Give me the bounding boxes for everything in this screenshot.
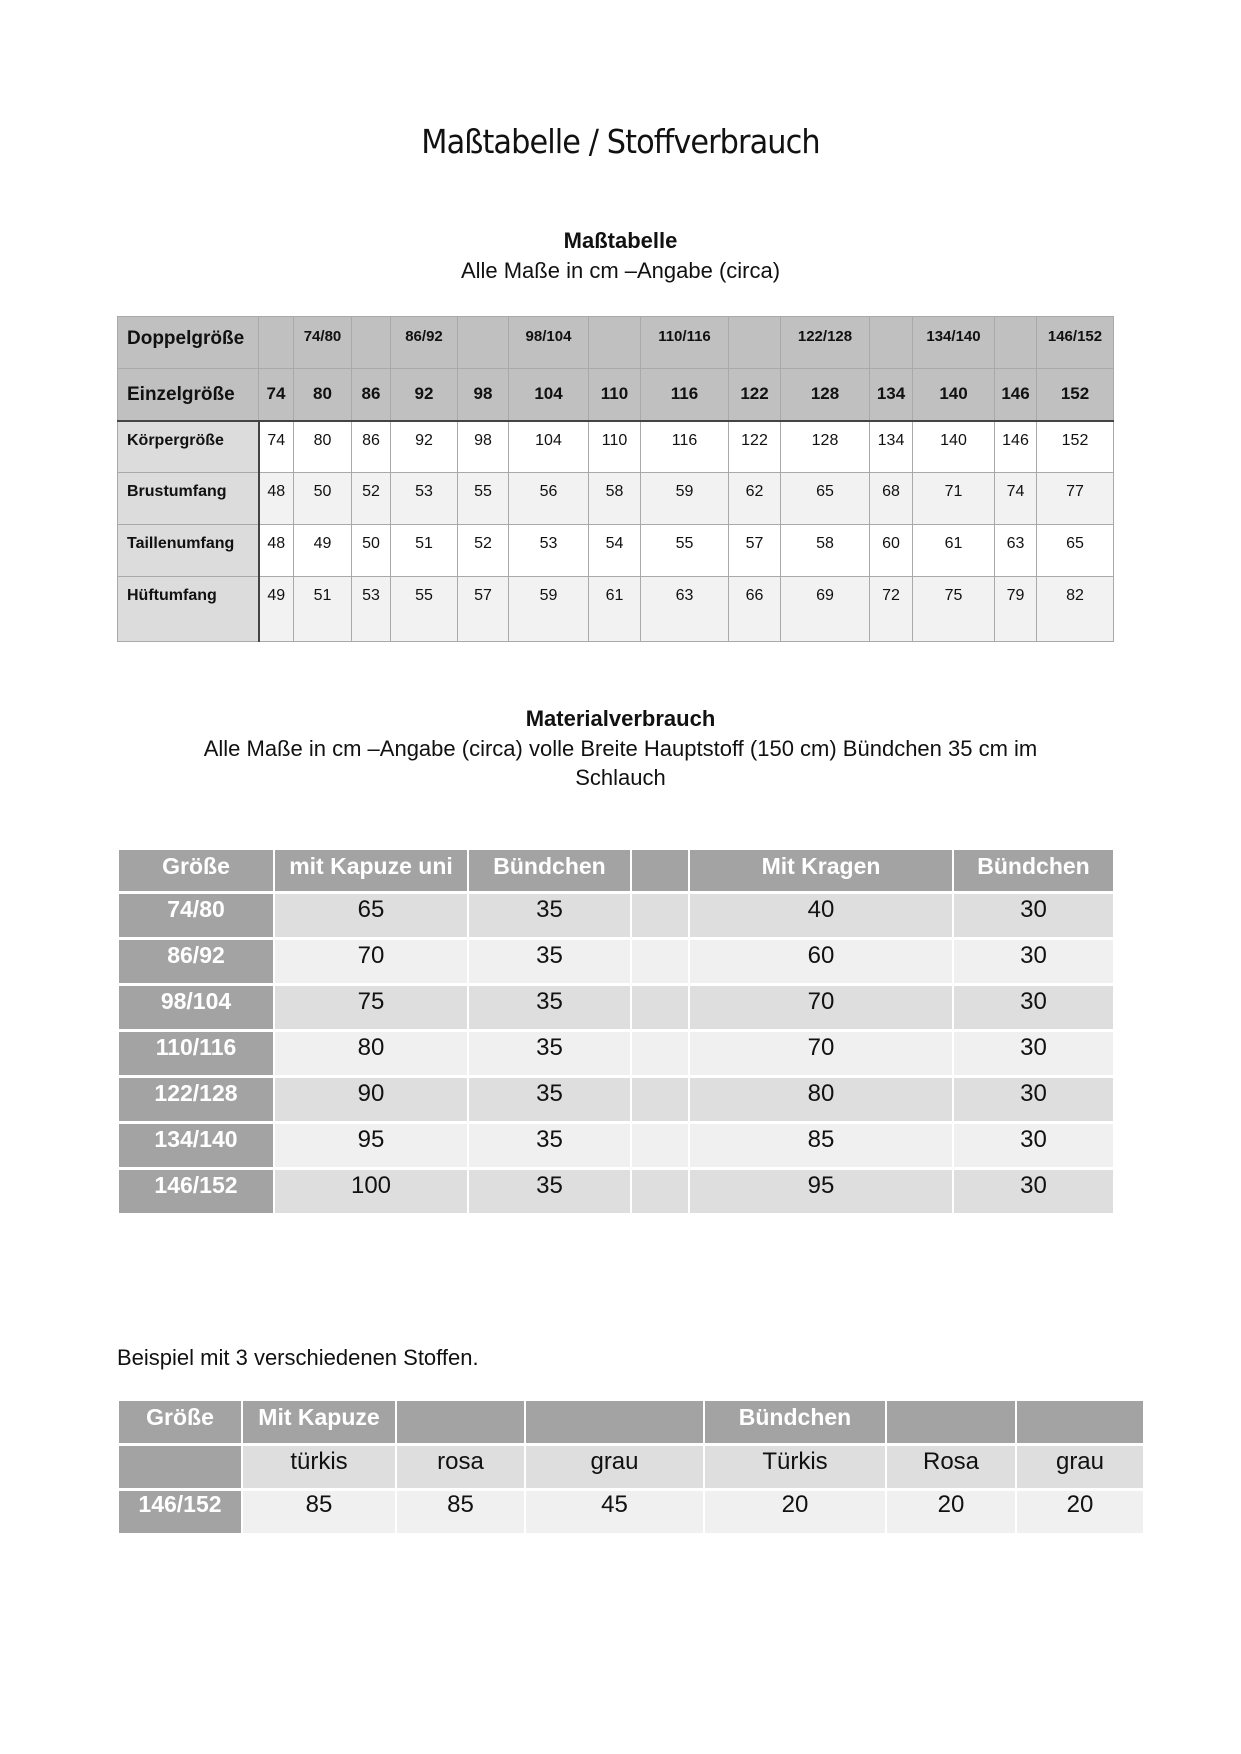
double-size-cell: 74/80: [294, 317, 352, 369]
table-cell: [632, 1032, 688, 1075]
size-cell: 146/152: [119, 1491, 241, 1533]
table-cell: 110: [589, 421, 641, 473]
table-row: [119, 1170, 1113, 1213]
single-size-cell: 92: [391, 369, 458, 421]
table-cell: 52: [352, 473, 391, 525]
table-cell: 152: [1037, 421, 1114, 473]
material-header-row: [119, 850, 1113, 891]
single-size-cell: 134: [870, 369, 913, 421]
table-cell: 79: [995, 577, 1037, 642]
table-cell: 30: [954, 1078, 1113, 1121]
double-size-cell: 86/92: [391, 317, 458, 369]
table-cell: 74: [259, 421, 294, 473]
table-cell: 68: [870, 473, 913, 525]
table-cell: 48: [259, 525, 294, 577]
size-table-heading: Maßtabelle: [563, 228, 678, 253]
table-cell: 54: [589, 525, 641, 577]
table-cell: 35: [469, 1032, 630, 1075]
single-size-cell: 122: [729, 369, 781, 421]
header-empty: [526, 1401, 703, 1443]
table-cell: 30: [954, 894, 1113, 937]
header-cuff: Bündchen: [469, 850, 630, 891]
table-cell: 80: [690, 1078, 952, 1121]
table-cell: 20: [1017, 1491, 1143, 1533]
double-size-label: Doppelgröße: [118, 317, 259, 369]
table-cell: 116: [641, 421, 729, 473]
single-size-cell: 140: [913, 369, 995, 421]
row-label: Taillenumfang: [118, 525, 259, 577]
material-table-subheading-line1: Alle Maße in cm –Angabe (circa) volle Breite Hauptstoff (150 cm) Bündchen 35 cm im: [203, 736, 1038, 761]
size-cell: [119, 1446, 241, 1488]
table-cell: 66: [729, 577, 781, 642]
color-label: türkis: [243, 1446, 395, 1488]
table-row: [118, 525, 1114, 577]
material-table-subheading-line2: Schlauch: [575, 765, 666, 790]
table-cell: 58: [781, 525, 870, 577]
table-cell: 86: [352, 421, 391, 473]
table-cell: 55: [391, 577, 458, 642]
size-cell: 74/80: [119, 894, 273, 937]
table-cell: 30: [954, 940, 1113, 983]
header-empty: [1017, 1401, 1143, 1443]
single-size-cell: 86: [352, 369, 391, 421]
table-cell: 60: [690, 940, 952, 983]
double-size-cell: [259, 317, 294, 369]
table-cell: 49: [259, 577, 294, 642]
table-cell: [632, 1124, 688, 1167]
double-size-cell: 98/104: [509, 317, 589, 369]
size-cell: 122/128: [119, 1078, 273, 1121]
double-size-cell: 122/128: [781, 317, 870, 369]
table-cell: 95: [275, 1124, 467, 1167]
table-cell: 61: [589, 577, 641, 642]
double-size-cell: 110/116: [641, 317, 729, 369]
table-cell: 60: [870, 525, 913, 577]
table-cell: 51: [294, 577, 352, 642]
size-cell: 98/104: [119, 986, 273, 1029]
double-size-cell: [458, 317, 509, 369]
material-table-heading: Materialverbrauch: [525, 706, 716, 731]
table-row: [119, 1124, 1113, 1167]
example-table: [117, 1398, 1145, 1536]
table-cell: 65: [275, 894, 467, 937]
header-hood: Mit Kapuze: [243, 1401, 395, 1443]
table-cell: 57: [458, 577, 509, 642]
table-cell: 104: [509, 421, 589, 473]
table-cell: 98: [458, 421, 509, 473]
table-cell: 77: [1037, 473, 1114, 525]
table-cell: 53: [352, 577, 391, 642]
table-cell: 45: [526, 1491, 703, 1533]
color-label: rosa: [397, 1446, 524, 1488]
example-subheader-row: [119, 1446, 1143, 1488]
header-size: Größe: [119, 1401, 241, 1443]
table-cell: 65: [1037, 525, 1114, 577]
table-cell: 30: [954, 986, 1113, 1029]
table-cell: 90: [275, 1078, 467, 1121]
table-cell: 146: [995, 421, 1037, 473]
table-cell: 80: [294, 421, 352, 473]
double-size-row: [118, 317, 1114, 369]
row-label: Hüftumfang: [118, 577, 259, 642]
single-size-cell: 152: [1037, 369, 1114, 421]
table-cell: 75: [275, 986, 467, 1029]
size-cell: 134/140: [119, 1124, 273, 1167]
row-label: Körpergröße: [118, 421, 259, 473]
material-table: [117, 847, 1115, 1216]
size-cell: 110/116: [119, 1032, 273, 1075]
single-size-cell: 116: [641, 369, 729, 421]
double-size-cell: [729, 317, 781, 369]
table-cell: 95: [690, 1170, 952, 1213]
table-cell: 35: [469, 894, 630, 937]
single-size-cell: 74: [259, 369, 294, 421]
table-row: [119, 1078, 1113, 1121]
table-cell: 59: [641, 473, 729, 525]
table-cell: 75: [913, 577, 995, 642]
table-cell: [632, 894, 688, 937]
table-cell: 57: [729, 525, 781, 577]
double-size-cell: [995, 317, 1037, 369]
table-cell: [632, 940, 688, 983]
table-cell: 63: [995, 525, 1037, 577]
double-size-cell: 134/140: [913, 317, 995, 369]
size-cell: 86/92: [119, 940, 273, 983]
table-cell: 140: [913, 421, 995, 473]
table-cell: 69: [781, 577, 870, 642]
header-empty: [887, 1401, 1015, 1443]
table-row: [119, 894, 1113, 937]
table-cell: 35: [469, 1078, 630, 1121]
single-size-cell: 128: [781, 369, 870, 421]
table-cell: 30: [954, 1124, 1113, 1167]
table-cell: 61: [913, 525, 995, 577]
example-caption: Beispiel mit 3 verschiedenen Stoffen.: [117, 1345, 479, 1370]
table-cell: 100: [275, 1170, 467, 1213]
table-cell: 35: [469, 1124, 630, 1167]
header-size: Größe: [119, 850, 273, 891]
table-cell: [632, 1078, 688, 1121]
table-cell: 55: [458, 473, 509, 525]
table-cell: 30: [954, 1170, 1113, 1213]
single-size-cell: 110: [589, 369, 641, 421]
table-cell: 82: [1037, 577, 1114, 642]
table-cell: 122: [729, 421, 781, 473]
table-cell: 70: [690, 986, 952, 1029]
double-size-cell: 146/152: [1037, 317, 1114, 369]
table-row: [119, 986, 1113, 1029]
table-cell: 50: [352, 525, 391, 577]
color-label: grau: [1017, 1446, 1143, 1488]
size-cell: 146/152: [119, 1170, 273, 1213]
table-cell: 62: [729, 473, 781, 525]
double-size-cell: [589, 317, 641, 369]
table-cell: 58: [589, 473, 641, 525]
double-size-cell: [870, 317, 913, 369]
table-cell: 134: [870, 421, 913, 473]
table-cell: 50: [294, 473, 352, 525]
single-size-cell: 80: [294, 369, 352, 421]
table-cell: 48: [259, 473, 294, 525]
color-label: Rosa: [887, 1446, 1015, 1488]
table-cell: 51: [391, 525, 458, 577]
color-label: grau: [526, 1446, 703, 1488]
single-size-cell: 104: [509, 369, 589, 421]
table-cell: 40: [690, 894, 952, 937]
table-cell: 20: [887, 1491, 1015, 1533]
table-cell: 49: [294, 525, 352, 577]
table-cell: 59: [509, 577, 589, 642]
table-row: [118, 473, 1114, 525]
table-row: [119, 1491, 1143, 1533]
header-cuff: Bündchen: [954, 850, 1113, 891]
table-cell: 35: [469, 940, 630, 983]
table-cell: 71: [913, 473, 995, 525]
header-cuff: Bündchen: [705, 1401, 885, 1443]
table-cell: 35: [469, 1170, 630, 1213]
table-cell: 85: [397, 1491, 524, 1533]
table-cell: 35: [469, 986, 630, 1029]
double-size-cell: [352, 317, 391, 369]
table-cell: 63: [641, 577, 729, 642]
table-cell: 92: [391, 421, 458, 473]
size-table-subheading: Alle Maße in cm –Angabe (circa): [460, 258, 781, 283]
table-cell: 74: [995, 473, 1037, 525]
table-cell: 85: [690, 1124, 952, 1167]
table-cell: 55: [641, 525, 729, 577]
table-cell: 53: [391, 473, 458, 525]
table-cell: 72: [870, 577, 913, 642]
table-cell: 65: [781, 473, 870, 525]
document-title: Maßtabelle / Stoffverbrauch: [421, 122, 820, 161]
table-cell: 53: [509, 525, 589, 577]
table-cell: [632, 1170, 688, 1213]
table-cell: 56: [509, 473, 589, 525]
table-cell: 85: [243, 1491, 395, 1533]
table-cell: 20: [705, 1491, 885, 1533]
example-header-row: [119, 1401, 1143, 1443]
table-cell: [632, 986, 688, 1029]
table-row: [119, 940, 1113, 983]
table-cell: 70: [690, 1032, 952, 1075]
table-cell: 70: [275, 940, 467, 983]
single-size-label: Einzelgröße: [118, 369, 259, 421]
table-row: [119, 1032, 1113, 1075]
header-collar: Mit Kragen: [690, 850, 952, 891]
single-size-cell: 98: [458, 369, 509, 421]
table-cell: 128: [781, 421, 870, 473]
table-cell: 52: [458, 525, 509, 577]
single-size-row: [118, 369, 1114, 421]
header-empty: [632, 850, 688, 891]
single-size-cell: 146: [995, 369, 1037, 421]
size-table: [117, 316, 1114, 642]
table-cell: 80: [275, 1032, 467, 1075]
table-row: [118, 577, 1114, 642]
table-cell: 30: [954, 1032, 1113, 1075]
header-empty: [397, 1401, 524, 1443]
color-label: Türkis: [705, 1446, 885, 1488]
header-hood: mit Kapuze uni: [275, 850, 467, 891]
row-label: Brustumfang: [118, 473, 259, 525]
table-row: [118, 421, 1114, 473]
